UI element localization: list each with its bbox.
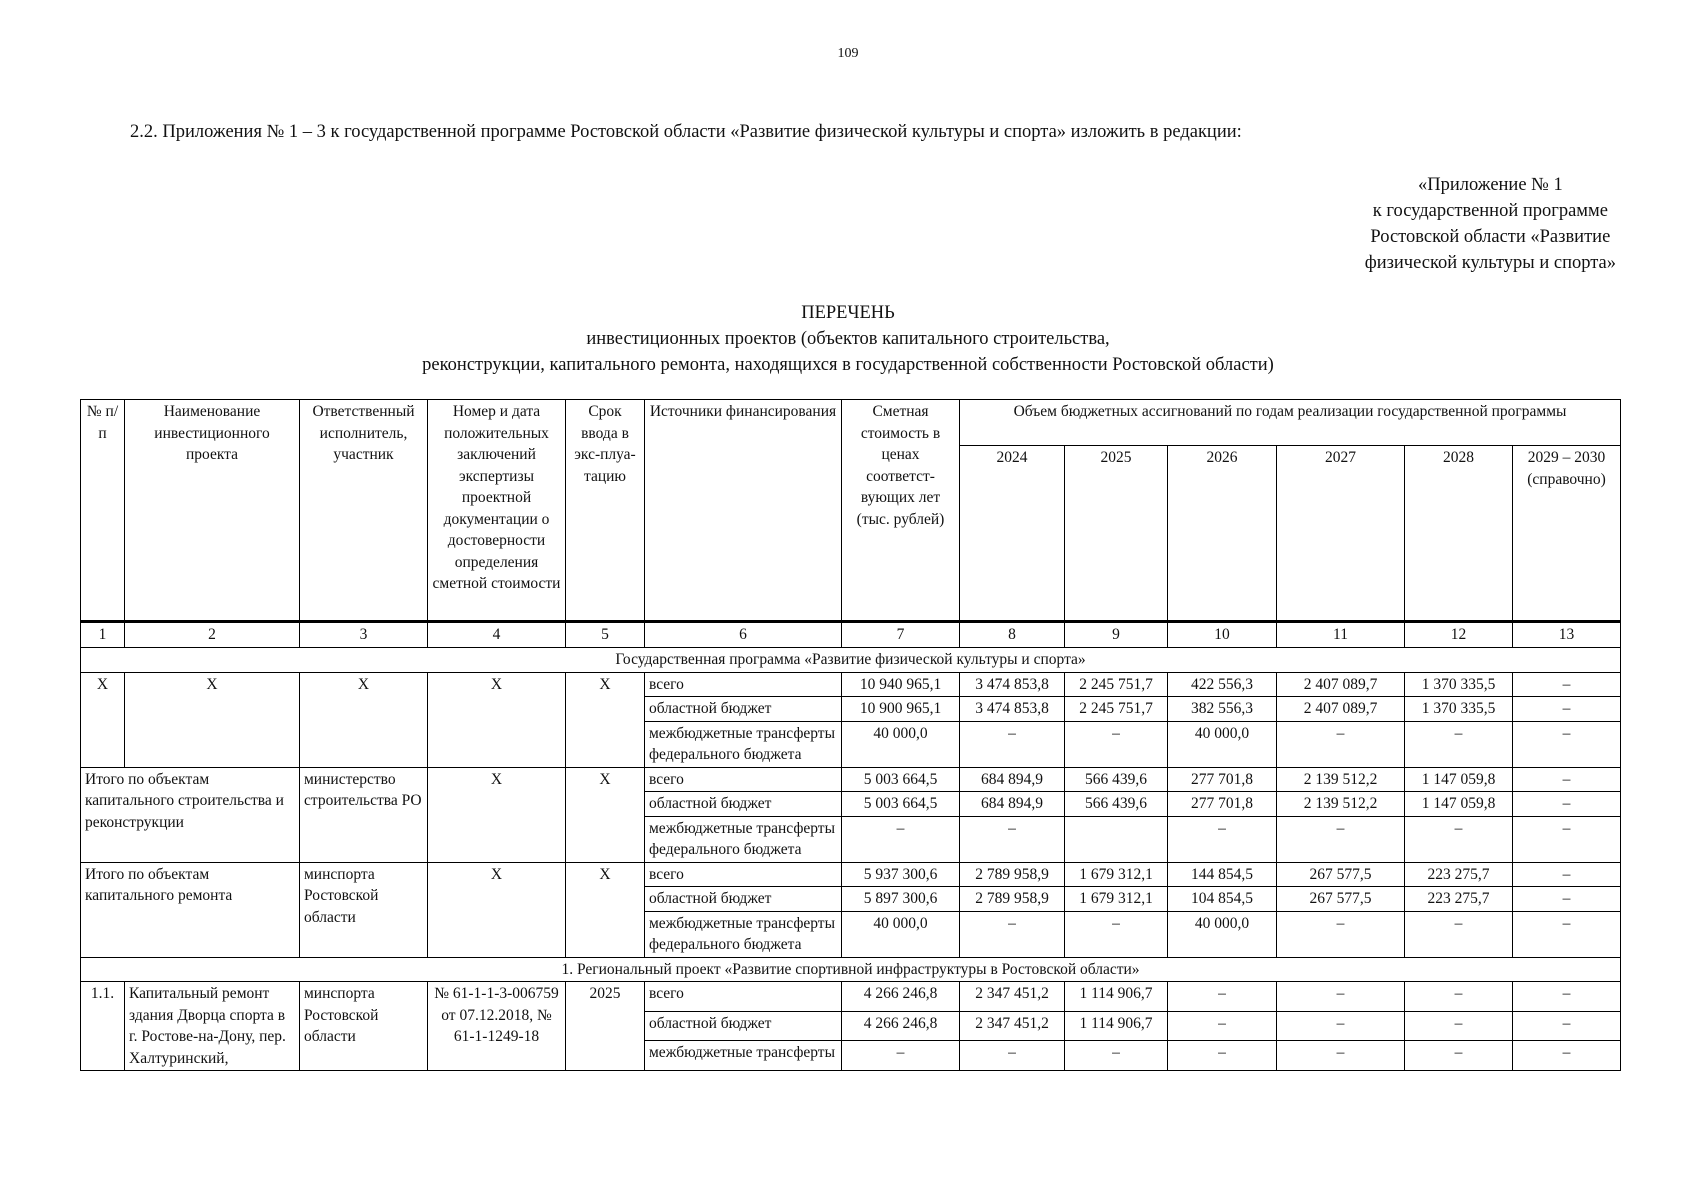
table-row bbox=[81, 672, 1621, 697]
value-cell: – bbox=[1277, 721, 1405, 767]
repair-executor: минспорта Ростовской области bbox=[300, 862, 428, 957]
source-label: всего bbox=[645, 862, 842, 887]
source-label: всего bbox=[645, 767, 842, 792]
value-cell: 267 577,5 bbox=[1277, 887, 1405, 912]
value-cell: – bbox=[1513, 697, 1621, 722]
column-number: 5 bbox=[566, 622, 645, 648]
value-cell: 1 679 312,1 bbox=[1065, 862, 1168, 887]
x-mark: Х bbox=[300, 672, 428, 767]
value-cell: – bbox=[1405, 982, 1513, 1012]
header-year-2027: 2027 bbox=[1277, 446, 1405, 622]
document-heading: ПЕРЕЧЕНЬ bbox=[801, 303, 895, 323]
header-name: Наименование инвестиционного проекта bbox=[125, 400, 300, 622]
column-number: 9 bbox=[1065, 622, 1168, 648]
column-number: 8 bbox=[960, 622, 1065, 648]
value-cell: 3 474 853,8 bbox=[960, 672, 1065, 697]
source-label: межбюджетные трансферты bbox=[645, 1041, 842, 1071]
value-cell: 1 147 059,8 bbox=[1405, 767, 1513, 792]
x-mark: Х bbox=[428, 767, 566, 862]
source-label: межбюджетные трансферты федерального бюджета bbox=[645, 721, 842, 767]
section-title: 1. Региональный проект «Развитие спортивной инфраструктуры в Ростовской области» bbox=[81, 957, 1621, 982]
column-number: 6 bbox=[645, 622, 842, 648]
source-label: областной бюджет bbox=[645, 792, 842, 817]
value-cell: 2 245 751,7 bbox=[1065, 672, 1168, 697]
value-cell: – bbox=[1277, 816, 1405, 862]
value-cell: 5 937 300,6 bbox=[842, 862, 960, 887]
value-cell: – bbox=[1277, 1041, 1405, 1071]
table-row bbox=[81, 982, 1621, 1012]
value-cell: 144 854,5 bbox=[1168, 862, 1277, 887]
value-cell: – bbox=[1277, 982, 1405, 1012]
value-cell: – bbox=[1513, 721, 1621, 767]
value-cell: – bbox=[1168, 1041, 1277, 1071]
value-cell: – bbox=[960, 1041, 1065, 1071]
value-cell: – bbox=[1513, 672, 1621, 697]
value-cell: – bbox=[1405, 816, 1513, 862]
value-cell: – bbox=[1513, 911, 1621, 957]
document-subtitle: реконструкции, капитального ремонта, находящихся в государственной собственности Ростовской области) bbox=[422, 355, 1274, 375]
column-number: 2 bbox=[125, 622, 300, 648]
value-cell: 2 789 958,9 bbox=[960, 862, 1065, 887]
source-label: всего bbox=[645, 982, 842, 1012]
value-cell: 2 245 751,7 bbox=[1065, 697, 1168, 722]
value-cell bbox=[1065, 816, 1168, 862]
repair-total-name: Итого по объектам капитального ремонта bbox=[81, 862, 300, 957]
x-mark: Х bbox=[81, 672, 125, 767]
construction-executor: министерство строительства РО bbox=[300, 767, 428, 862]
value-cell: 5 897 300,6 bbox=[842, 887, 960, 912]
value-cell: 2 407 089,7 bbox=[1277, 697, 1405, 722]
header-cost: Сметная стоимость в ценах соответст-вующих лет (тыс. рублей) bbox=[842, 400, 960, 622]
x-mark: Х bbox=[566, 672, 645, 767]
header-sources: Источники финансирования bbox=[645, 400, 842, 622]
project-term: 2025 bbox=[566, 982, 645, 1071]
value-cell: 40 000,0 bbox=[1168, 721, 1277, 767]
source-label: межбюджетные трансферты федерального бюджета bbox=[645, 816, 842, 862]
investment-table bbox=[80, 399, 1621, 1071]
value-cell: 684 894,9 bbox=[960, 792, 1065, 817]
column-number: 11 bbox=[1277, 622, 1405, 648]
table-row bbox=[81, 767, 1621, 792]
value-cell: – bbox=[1513, 816, 1621, 862]
appendix-line: Ростовской области «Развитие bbox=[1370, 227, 1611, 247]
value-cell: – bbox=[1065, 1041, 1168, 1071]
header-year-2026: 2026 bbox=[1168, 446, 1277, 622]
value-cell: – bbox=[1405, 721, 1513, 767]
value-cell: – bbox=[1513, 1011, 1621, 1041]
value-cell: 566 439,6 bbox=[1065, 767, 1168, 792]
program-title-row bbox=[81, 648, 1621, 673]
value-cell: 277 701,8 bbox=[1168, 767, 1277, 792]
value-cell: 4 266 246,8 bbox=[842, 1011, 960, 1041]
x-mark: Х bbox=[428, 862, 566, 957]
column-number: 3 bbox=[300, 622, 428, 648]
program-title: Государственная программа «Развитие физической культуры и спорта» bbox=[81, 648, 1621, 673]
table-row bbox=[81, 862, 1621, 887]
source-label: межбюджетные трансферты федерального бюджета bbox=[645, 911, 842, 957]
value-cell: 1 679 312,1 bbox=[1065, 887, 1168, 912]
header-year-2025: 2025 bbox=[1065, 446, 1168, 622]
value-cell: – bbox=[1405, 1041, 1513, 1071]
value-cell: – bbox=[842, 816, 960, 862]
value-cell: 1 370 335,5 bbox=[1405, 697, 1513, 722]
value-cell: 3 474 853,8 bbox=[960, 697, 1065, 722]
project-executor: минспорта Ростовской области bbox=[300, 982, 428, 1071]
value-cell: 40 000,0 bbox=[842, 911, 960, 957]
value-cell: 1 370 335,5 bbox=[1405, 672, 1513, 697]
page-number: 109 bbox=[837, 46, 859, 61]
value-cell: – bbox=[1513, 887, 1621, 912]
value-cell: – bbox=[1168, 816, 1277, 862]
value-cell: – bbox=[1513, 982, 1621, 1012]
project-number: 1.1. bbox=[81, 982, 125, 1071]
x-mark: Х bbox=[566, 862, 645, 957]
value-cell: 267 577,5 bbox=[1277, 862, 1405, 887]
appendix-line: «Приложение № 1 bbox=[1418, 175, 1563, 195]
construction-total-name: Итого по объектам капитального строительства и реконструкции bbox=[81, 767, 300, 862]
header-volume: Объем бюджетных ассигнований по годам реализации государственной программы bbox=[960, 400, 1621, 446]
header-expertise: Номер и дата положительных заключений экспертизы проектной документации о достоверности определения сметной стоимости bbox=[428, 400, 566, 622]
header-year-2029-2030: 2029 – 2030 (справочно) bbox=[1513, 446, 1621, 622]
value-cell: – bbox=[1405, 1011, 1513, 1041]
appendix-note bbox=[1365, 172, 1616, 276]
value-cell: – bbox=[1168, 1011, 1277, 1041]
value-cell: 104 854,5 bbox=[1168, 887, 1277, 912]
value-cell: – bbox=[960, 816, 1065, 862]
column-number: 12 bbox=[1405, 622, 1513, 648]
source-label: всего bbox=[645, 672, 842, 697]
value-cell: 223 275,7 bbox=[1405, 862, 1513, 887]
value-cell: – bbox=[1513, 767, 1621, 792]
value-cell: 4 266 246,8 bbox=[842, 982, 960, 1012]
header-year-2024: 2024 bbox=[960, 446, 1065, 622]
column-number: 1 bbox=[81, 622, 125, 648]
document-titles bbox=[0, 300, 1696, 378]
x-mark: Х bbox=[428, 672, 566, 767]
column-number: 10 bbox=[1168, 622, 1277, 648]
value-cell: 422 556,3 bbox=[1168, 672, 1277, 697]
value-cell: – bbox=[1065, 721, 1168, 767]
value-cell: 566 439,6 bbox=[1065, 792, 1168, 817]
header-term: Срок ввода в экс-плуа-тацию bbox=[566, 400, 645, 622]
value-cell: 382 556,3 bbox=[1168, 697, 1277, 722]
column-number: 7 bbox=[842, 622, 960, 648]
value-cell: – bbox=[1513, 792, 1621, 817]
value-cell: – bbox=[1168, 982, 1277, 1012]
header-year-2028: 2028 bbox=[1405, 446, 1513, 622]
value-cell: 2 139 512,2 bbox=[1277, 792, 1405, 817]
value-cell: 5 003 664,5 bbox=[842, 767, 960, 792]
value-cell: 2 789 958,9 bbox=[960, 887, 1065, 912]
value-cell: 2 407 089,7 bbox=[1277, 672, 1405, 697]
value-cell: 10 940 965,1 bbox=[842, 672, 960, 697]
x-mark: Х bbox=[125, 672, 300, 767]
header-num: № п/п bbox=[81, 400, 125, 622]
value-cell: 40 000,0 bbox=[1168, 911, 1277, 957]
column-numbers-row bbox=[81, 622, 1621, 648]
value-cell: 684 894,9 bbox=[960, 767, 1065, 792]
value-cell: 2 347 451,2 bbox=[960, 982, 1065, 1012]
document-subtitle: инвестиционных проектов (объектов капитального строительства, bbox=[586, 329, 1110, 349]
source-label: областной бюджет bbox=[645, 697, 842, 722]
project-expertise: № 61-1-1-3-006759 от 07.12.2018, № 61-1-1249-18 bbox=[428, 982, 566, 1071]
column-number: 4 bbox=[428, 622, 566, 648]
appendix-line: к государственной программе bbox=[1372, 201, 1608, 221]
source-label: областной бюджет bbox=[645, 1011, 842, 1041]
value-cell: 40 000,0 bbox=[842, 721, 960, 767]
value-cell: 10 900 965,1 bbox=[842, 697, 960, 722]
appendix-line: физической культуры и спорта» bbox=[1364, 253, 1616, 273]
intro-text: 2.2. Приложения № 1 – 3 к государственной программе Ростовской области «Развитие физической культуры и спорта» изложить в редакции: bbox=[130, 122, 1242, 142]
value-cell: – bbox=[1513, 1041, 1621, 1071]
project-name: Капитальный ремонт здания Дворца спорта в г. Ростове-на-Дону, пер. Халтуринский, bbox=[125, 982, 300, 1071]
value-cell: 1 147 059,8 bbox=[1405, 792, 1513, 817]
source-label: областной бюджет bbox=[645, 887, 842, 912]
value-cell: – bbox=[1513, 862, 1621, 887]
value-cell: – bbox=[1405, 911, 1513, 957]
value-cell: 1 114 906,7 bbox=[1065, 1011, 1168, 1041]
section-title-row bbox=[81, 957, 1621, 982]
investment-table-wrapper bbox=[80, 399, 1620, 1071]
header-executor: Ответственный исполнитель, участник bbox=[300, 400, 428, 622]
value-cell: – bbox=[960, 911, 1065, 957]
value-cell: 5 003 664,5 bbox=[842, 792, 960, 817]
value-cell: – bbox=[842, 1041, 960, 1071]
column-number: 13 bbox=[1513, 622, 1621, 648]
value-cell: – bbox=[960, 721, 1065, 767]
value-cell: 2 139 512,2 bbox=[1277, 767, 1405, 792]
x-mark: Х bbox=[566, 767, 645, 862]
value-cell: 277 701,8 bbox=[1168, 792, 1277, 817]
value-cell: – bbox=[1277, 911, 1405, 957]
value-cell: – bbox=[1277, 1011, 1405, 1041]
value-cell: 1 114 906,7 bbox=[1065, 982, 1168, 1012]
value-cell: 2 347 451,2 bbox=[960, 1011, 1065, 1041]
value-cell: – bbox=[1065, 911, 1168, 957]
value-cell: 223 275,7 bbox=[1405, 887, 1513, 912]
